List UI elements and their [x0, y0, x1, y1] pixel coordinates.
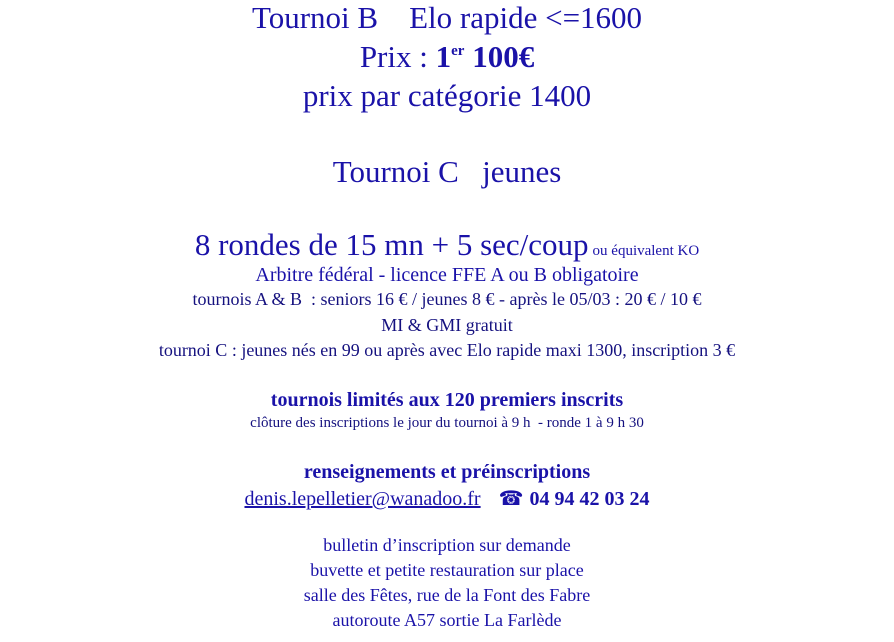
tournoi-b-heading	[0, 2, 894, 33]
prize-rank: 1	[435, 39, 452, 74]
prize-label: Prix :	[359, 39, 436, 74]
prize-rank-sup: er	[451, 43, 465, 59]
tarifs-ab-line: tournois A & B : seniors 16 € / jeunes 8 € - après le 05/03 : 20 € / 10 €	[192, 289, 702, 309]
tournoi-c-title: Tournoi C	[332, 154, 459, 189]
limits-title: tournois limités aux 120 premiers inscrits	[270, 389, 624, 411]
gratuit-line: MI & GMI gratuit	[381, 315, 513, 335]
tournoi-b-elo: Elo rapide <=1600	[409, 0, 643, 35]
contact-line	[0, 489, 894, 509]
email-link[interactable]: denis.lepelletier@wanadoo.fr	[244, 488, 481, 510]
info-line: bulletin d’inscription sur demande	[323, 535, 571, 555]
phone-icon: ☎	[498, 488, 524, 510]
cloture-line: clôture des inscriptions le jour du tournoi à 9 h - ronde 1 à 9 h 30	[250, 415, 644, 431]
tournoi-c-subtitle: jeunes	[482, 154, 562, 189]
phone-number: 04 94 42 03 24	[529, 488, 650, 510]
info-line: salle des Fêtes, rue de la Font des Fabre	[303, 585, 591, 605]
contact-title: renseignements et préinscriptions	[303, 461, 591, 483]
prize-amount: 100€	[464, 39, 535, 74]
tournoi-b-category-prize: prix par catégorie 1400	[302, 78, 592, 113]
tournoi-b-prize	[0, 41, 894, 72]
cadence: 8 rondes de 15 mn + 5 sec/coup	[194, 227, 589, 262]
info-line: autoroute A57 sortie La Farlède	[332, 610, 562, 630]
info-line: buvette et petite restauration sur place	[310, 560, 584, 580]
arbitre-line: Arbitre fédéral - licence FFE A ou B obligatoire	[255, 264, 639, 286]
cadence-line	[0, 229, 894, 260]
tarif-c-line: tournoi C : jeunes nés en 99 ou après avec Elo rapide maxi 1300, inscription 3 €	[158, 340, 736, 360]
tournoi-c-heading	[0, 156, 894, 187]
cadence-note: ou équivalent KO	[592, 243, 700, 259]
tournoi-b-title: Tournoi B	[251, 0, 379, 35]
